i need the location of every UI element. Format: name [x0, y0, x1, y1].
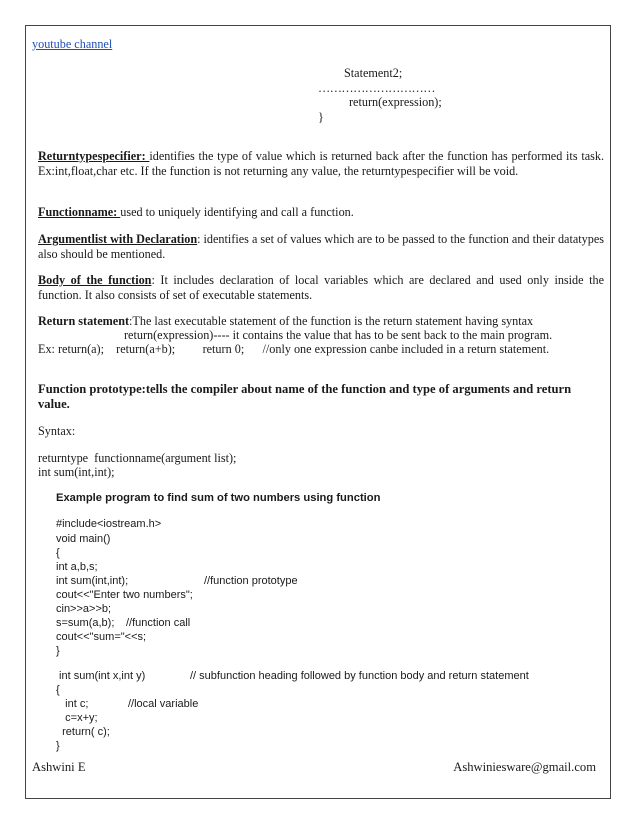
syntax-example-line: int sum(int,int); — [38, 465, 115, 479]
def-body-text: : It includes declaration of local variables which are declared and used only inside the function. It also consists of set of executable statements. — [38, 273, 604, 302]
return-statement-line2: return(expression)---- it contains the value that has to be sent back to the main program. — [124, 328, 553, 342]
code-line: { — [56, 547, 60, 559]
syntax-statement2: Statement2; — [344, 66, 403, 80]
footer-author: Ashwini E — [32, 760, 86, 774]
code-line: } — [56, 645, 60, 657]
footer-email: Ashwiniesware@gmail.com — [453, 760, 596, 774]
code-line: cout<<"sum="<<s; — [56, 631, 147, 643]
code-line: void main() — [56, 533, 111, 545]
def-argumentlist-text: : identifies a set of values which are to be passed to the function and their datatypes also should be mentioned. — [38, 232, 604, 261]
example-title: Example program to find sum of two numbers using function — [56, 492, 381, 504]
syntax-label: Syntax: — [38, 424, 76, 438]
term-return-statement: Return statement — [38, 314, 130, 328]
return-statement-examples: Ex: return(a); return(a+b); return 0; //only one expression canbe included in a return statement. — [38, 342, 550, 356]
youtube-channel-link[interactable]: youtube channel — [32, 37, 113, 51]
code-comment-local: //local variable — [128, 698, 199, 710]
term-argumentlist: Argumentlist with Declaration — [38, 232, 198, 246]
def-returntypespecifier — [38, 149, 604, 179]
code-line: int a,b,s; — [56, 561, 98, 573]
return-statement — [38, 314, 604, 329]
def-body — [38, 273, 604, 303]
code-line: c=x+y; — [56, 712, 98, 724]
def-functionname — [38, 205, 604, 220]
syntax-prototype-line: returntype functionname(argument list); — [38, 451, 237, 465]
code-line: s=sum(a,b); — [56, 617, 115, 629]
code-line: #include<iostream.h> — [56, 518, 162, 530]
syntax-return: return(expression); — [349, 95, 442, 109]
code-comment-subfunction: // subfunction heading followed by function body and return statement — [190, 670, 529, 682]
syntax-close-brace: } — [318, 110, 324, 124]
code-line: int sum(int,int); — [56, 575, 129, 587]
code-line: cin>>a>>b; — [56, 603, 112, 615]
code-line: int c; — [56, 698, 89, 710]
code-line: return( c); — [56, 726, 110, 738]
page-border — [25, 25, 611, 799]
code-line: { — [56, 684, 60, 696]
code-line: } — [56, 740, 60, 752]
term-returntypespecifier: Returntypespecifier: — [38, 149, 150, 163]
return-statement-text: :The last executable statement of the function is the return statement having syntax — [129, 314, 534, 328]
def-returntypespecifier-text: identifies the type of value which is returned back after the function has performed its task. Ex:int,float,char etc. If the function is not returning any value, the returntypespecifier will be void. — [38, 149, 604, 178]
code-line: int sum(int x,int y) — [56, 670, 146, 682]
term-body: Body of the function — [38, 273, 152, 287]
code-comment-prototype: //function prototype — [204, 575, 298, 587]
prototype-heading: Function prototype:tells the compiler about name of the function and type of arguments and return value. — [38, 382, 572, 411]
def-functionname-text: used to uniquely identifying and call a function. — [120, 205, 354, 219]
term-functionname: Functionname: — [38, 205, 121, 219]
def-argumentlist — [38, 232, 604, 262]
code-line: cout<<"Enter two numbers"; — [56, 589, 193, 601]
code-comment-call: //function call — [126, 617, 191, 629]
syntax-ellipsis: ………………………… — [318, 81, 435, 95]
